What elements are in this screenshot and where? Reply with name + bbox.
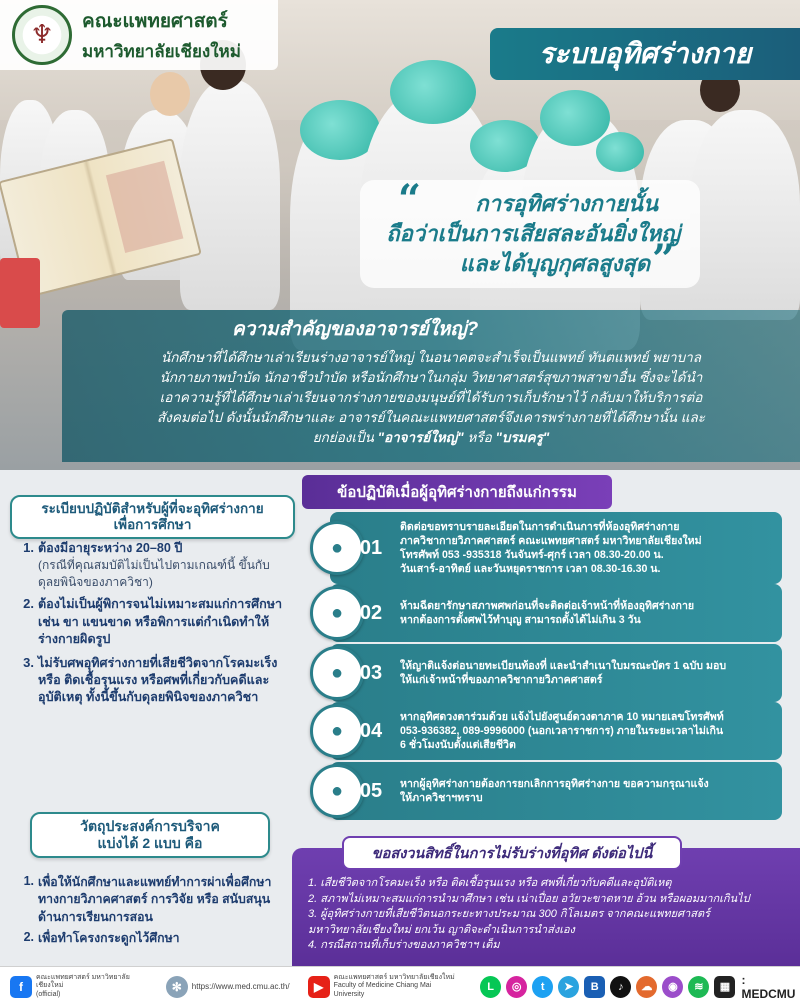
list-item: 1. เสียชีวิตจากโรคมะเร็ง หรือ ติดเชื้อรุนแรง หรือ ศพที่เกี่ยวกับคดีและอุบัติเหตุ: [308, 877, 672, 889]
student-head: [150, 72, 190, 116]
quote-close-icon: ”: [652, 236, 676, 283]
blockdit-icon[interactable]: B: [584, 976, 605, 998]
rules-list: [12, 540, 292, 713]
list-item: 2. เพื่อทำโครงกระดูกไว้ศึกษา: [23, 930, 180, 946]
social-handle: : MEDCMU: [741, 972, 796, 1001]
importance-panel: [62, 310, 800, 462]
list-item: มหาวิทยาลัยเชียงใหม่ ยกเว้น ญาติจะดำเนินการนำส่งเอง: [308, 923, 575, 936]
surgical-cap: [540, 90, 610, 146]
page-title: ระบบอุทิศร่างกาย: [538, 38, 752, 69]
procedure-step-04: ● 04 หากอุทิศดวงตาร่วมด้วย แจ้งไปยังศูนย์ดวงตาภาค 10 หมายเลขโทรศัพท์ 053-936382, 089-9996000 (นอกเวลาราชการ) ภายในระยะเวลาไม่เกิน 6 ชั่วโมงนับตั้งแต่เสียชีวิต: [310, 702, 782, 760]
soundcloud-icon[interactable]: ☁: [636, 976, 657, 998]
podcast-icon[interactable]: ◉: [662, 976, 683, 998]
importance-last-line: ยกย่องเป็น "อาจารย์ใหญ่" หรือ "บรมครู": [312, 430, 550, 445]
term-master: "บรมครู": [495, 430, 550, 445]
importance-line: สังคมต่อไป ดังนั้นนักศึกษาและ อาจารย์ในคณะแพทยศาสตร์จึงเคารพร่างกายที่ได้ศึกษานั้น และ: [156, 410, 706, 425]
quote-line-1: การอุทิศร่างกายนั้น: [475, 191, 658, 216]
website-link[interactable]: https://www.med.cmu.ac.th/: [191, 982, 290, 991]
footer-bar: [0, 966, 800, 1006]
quote-line-3: และได้บุญกุศลสูงสุด: [459, 251, 650, 276]
quote-open-icon: “: [398, 176, 422, 223]
step-number: 04: [359, 719, 383, 742]
rights-heading: ขอสงวนสิทธิ์ในการไม่รับร่างที่อุทิศ ดังต่อไปนี้: [342, 836, 682, 870]
twitter-icon[interactable]: t: [532, 976, 553, 998]
quote-line-2: ถือว่าเป็นการเสียสละอันยิ่งใหญ่: [386, 221, 680, 246]
importance-line: เอาความรู้ที่ได้ศึกษาเล่าเรียนจากร่างกายของมนุษย์ที่ได้รับการเก็บรักษาไว้ กลับมาให้บริการต่อ: [159, 390, 703, 405]
rights-list: [308, 876, 794, 954]
youtube-channel-link[interactable]: คณะแพทยศาสตร์ มหาวิทยาลัยเชียงใหม่ Faculty of Medicine Chiang Mai University: [333, 973, 455, 998]
student-figure: [690, 110, 800, 320]
step-number: 02: [359, 601, 383, 624]
surgical-cap: [390, 60, 476, 124]
list-item: 3. ผู้อุทิศร่างกายที่เสียชีวิตนอกระยะทางประมาณ 300 กิโลเมตร จากคณะแพทยศาสตร์: [308, 908, 711, 921]
step-marker-icon: ●: [310, 521, 364, 575]
list-item: 2. ต้องไม่เป็นผู้พิการจนไม่เหมาะสมแก่การศึกษา เช่น ขา แขนขาด หรือพิการแต่กำเนิดทำให้ร่างกายผิดรูป: [23, 596, 283, 647]
instagram-icon[interactable]: ◎: [506, 976, 527, 998]
list-item: 4. กรณีสถานที่เก็บร่างของภาควิชาฯ เต็ม: [308, 939, 500, 952]
importance-line: นักกายภาพบำบัด นักอาชีวบำบัด หรือนักศึกษาในกลุ่ม วิทยาศาสตร์สุขภาพสาขาอื่น ซึ่งจะได้นำ: [159, 370, 703, 385]
line-icon[interactable]: L: [480, 976, 501, 998]
faculty-logo-header: [0, 0, 278, 70]
term-teacher: "อาจารย์ใหญ่": [377, 430, 464, 445]
step-marker-icon: ●: [310, 764, 364, 818]
tiktok-icon[interactable]: ♪: [610, 976, 631, 998]
telegram-icon[interactable]: ➤: [558, 976, 579, 998]
procedure-step-03: ● 03 ให้ญาติแจ้งต่อนายทะเบียนท้องที่ และนำสำเนาใบมรณะบัตร 1 ฉบับ มอบ ให้แก่เจ้าหน้าที่ของภาควิชากายวิภาคศาสตร์: [310, 644, 782, 702]
importance-title: ความสำคัญของอาจารย์ใหญ่?: [232, 319, 479, 340]
step-marker-icon: ●: [310, 646, 364, 700]
youtube-icon[interactable]: ▶: [308, 976, 330, 998]
facebook-page-link[interactable]: คณะแพทยศาสตร์ มหาวิทยาลัยเชียงใหม่ (official): [36, 973, 130, 998]
surgical-cap: [596, 132, 644, 172]
procedure-step-05: ● 05 หากผู้อุทิศร่างกายต้องการยกเลิกการอุทิศร่างกาย ขอความกรุณาแจ้ง ให้ภาควิชาฯทราบ: [310, 762, 782, 820]
list-item: 3. ไม่รับศพอุทิศร่างกายที่เสียชีวิตจากโรคมะเร็ง หรือ ติดเชื้อรุนแรง หรือศพที่เกี่ยวกับคดีและอุบัติเหตุ ทั้งนี้ขึ้นกับดุลยพินิจของภาควิชา: [23, 654, 278, 705]
step-marker-icon: ●: [310, 704, 364, 758]
page-title-banner: [490, 28, 800, 80]
objectives-list: [12, 874, 292, 952]
objectives-heading: วัตถุประสงค์การบริจาค แบ่งได้ 2 แบบ คือ: [30, 812, 270, 858]
list-item: 1. ต้องมีอายุระหว่าง 20–80 ปี (กรณีที่คุณสมบัติไม่เป็นไปตามเกณฑ์นี้ ขึ้นกับดุลยพินิจของภาควิชา): [23, 540, 270, 589]
list-item: 2. สภาพไม่เหมาะสมแก่การนำมาศึกษา เช่น เน่าเปื่อย อวัยวะขาดหาย อ้วน หรือผอมมากเกินไป: [308, 892, 750, 905]
step-number: 05: [359, 779, 383, 802]
step-number: 03: [359, 661, 383, 684]
rules-heading: ระเบียบปฏิบัติสำหรับผู้ที่จะอุทิศร่างกาย เพื่อการศึกษา: [10, 495, 295, 539]
student-figure: [180, 80, 280, 310]
procedure-heading: ข้อปฏิบัติเมื่อผู้อุทิศร่างกายถึงแก่กรรม: [302, 475, 612, 509]
web-icon[interactable]: ✻: [166, 976, 188, 998]
org-name-line2: มหาวิทยาลัยเชียงใหม่: [82, 41, 241, 61]
qr-code-icon[interactable]: ▦: [714, 976, 735, 998]
rights-panel: [292, 845, 800, 966]
org-name-line1: คณะแพทยศาสตร์: [82, 10, 228, 32]
procedure-step-01: ● 01 ติดต่อขอทราบรายละเอียดในการดำเนินการที่ห้องอุทิศร่างกาย ภาควิชากายวิภาคศาสตร์ คณะแพทยศาสตร์ มหาวิทยาลัยเชียงใหม่ โทรศัพท์ 053 -935318 วันจันทร์-ศุกร์ เวลา 08.30-20.00 น. วันเสาร์-อาทิตย์ และวันหยุดราชการ เวลา 08.30-16.30 น.: [310, 512, 782, 570]
procedure-step-02: ● 02 ห้ามฉีดยารักษาสภาพศพก่อนที่จะติดต่อเจ้าหน้าที่ห้องอุทิศร่างกาย หากต้องการตั้งศพไว้ทำบุญ สามารถตั้งได้ไม่เกิน 3 วัน: [310, 584, 782, 642]
step-marker-icon: ●: [310, 586, 364, 640]
faculty-seal-icon: ♆: [12, 5, 72, 65]
importance-line: นักศึกษาที่ได้ศึกษาเล่าเรียนร่างอาจารย์ใหญ่ ในอนาคตจะสำเร็จเป็นแพทย์ ทันตแพทย์ พยาบาล: [160, 350, 701, 365]
step-number: 01: [359, 536, 383, 559]
red-bucket: [0, 258, 40, 328]
facebook-icon[interactable]: f: [10, 976, 32, 998]
spotify-icon[interactable]: ≋: [688, 976, 709, 998]
list-item: 1. เพื่อให้นักศึกษาและแพทย์ทำการผ่าเพื่อศึกษาทางกายวิภาคศาสตร์ การวิจัย หรือ สนับสนุนด้านการเรียนการสอน: [23, 874, 272, 924]
